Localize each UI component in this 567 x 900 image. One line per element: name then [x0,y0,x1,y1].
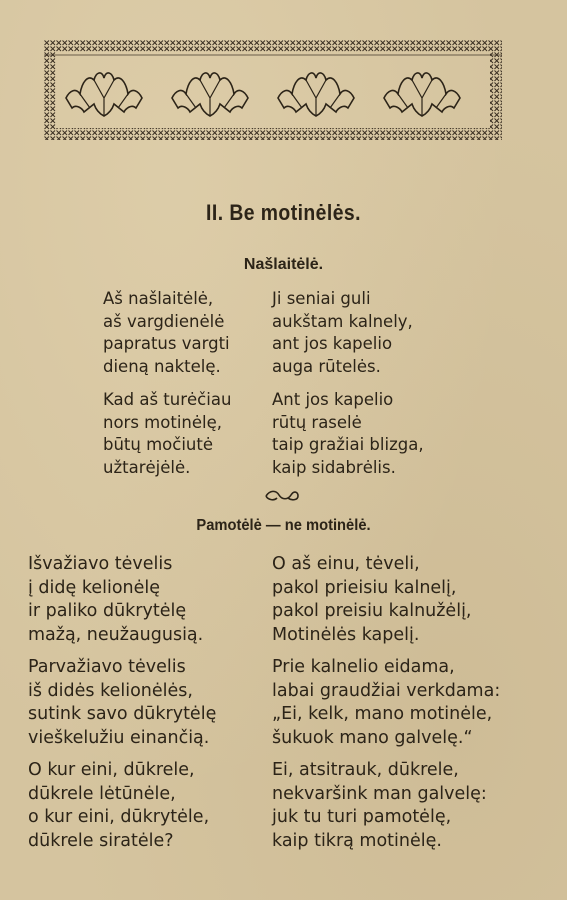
verse-line: dūkrele lėtūnėle, [28,783,176,804]
stanza [28,553,216,647]
section-title: II. Be motinėlės. [206,200,361,225]
stanza [103,288,231,378]
verse-line: labai graudžiai verkdama: [272,680,501,701]
verse-line: Ji seniai guli [272,289,371,308]
verse-line: Aš našlaitėlė, [103,289,214,308]
verse-line: Prie kalnelio eidama, [272,657,455,677]
verse-line: Ei, atsitrauk, dūkrele, [272,760,459,780]
verse-line: užtarėjėlė. [103,457,191,477]
verse-line: nekvaršink man galvelę: [272,783,487,804]
cross-stitch-border-icon [44,40,502,140]
verse-line: o kur eini, dūkrytėle, [28,807,210,827]
verse-line: šukuok mano galvelę.“ [272,727,473,748]
divider-flourish-icon [262,489,302,503]
stanza [28,759,216,853]
stanza [272,389,424,479]
stanza [272,553,500,647]
poem-column-left [103,288,231,490]
verse-line: pakol prieisiu kalnelį, [272,577,457,598]
stanza [272,656,500,750]
verse-line: papratus vargti [103,334,230,353]
verse-line: iš didės kelionėlės, [28,680,193,701]
verse-line: juk tu turi pamotėlę, [272,807,452,827]
verse-line: „Ei, kelk, mano motinėle, [272,704,493,724]
poem-title: Našlaitėlė. [243,256,324,273]
verse-line: ir paliko dūkrytėlę [28,601,187,621]
verse-line: aš vargdienėlė [103,311,225,331]
verse-line: nors motinėlę, [103,412,222,432]
verse-line: auga rūtelės. [272,356,381,376]
verse-line: Ant jos kapelio [272,390,394,409]
stanza [272,288,424,378]
verse-line: ant jos kapelio [272,334,393,353]
ornamental-header [44,40,502,140]
poem-column-right [272,288,424,490]
verse-line: Motinėlės kapelį. [272,624,420,645]
verse-line: dieną naktelę. [103,356,221,376]
stanza [28,656,216,750]
verse-line: vieškelužiu einančią. [28,727,210,748]
verse-line: aukštam kalnely, [272,311,413,331]
verse-line: kaip sidabrėlis. [272,457,396,477]
stanza [272,759,500,853]
verse-line: mažą, neužaugusią. [28,624,204,645]
verse-line: Parvažiavo tėvelis [28,657,186,677]
stanza [103,389,231,479]
verse-line: O aš einu, tėveli, [272,554,420,574]
poem-title: Pamotėlė — ne motinėlė. [196,517,371,534]
poem-column-left [28,553,216,862]
poem-column-right [272,553,500,862]
verse-line: dūkrele siratėle? [28,830,174,851]
verse-line: Kad aš turėčiau [103,390,232,409]
verse-line: taip gražiai blizga, [272,435,424,454]
verse-line: sutink savo dūkrytėlę [28,704,217,724]
verse-line: pakol preisiu kalnužėlį, [272,601,472,621]
verse-line: į didę kelionėlę [28,577,161,598]
verse-line: O kur eini, dūkrele, [28,760,195,780]
verse-line: kaip tikrą motinėlę. [272,830,442,851]
verse-line: būtų močiutė [103,435,214,454]
verse-line: rūtų raselė [272,412,362,432]
verse-line: Išvažiavo tėvelis [28,554,173,574]
